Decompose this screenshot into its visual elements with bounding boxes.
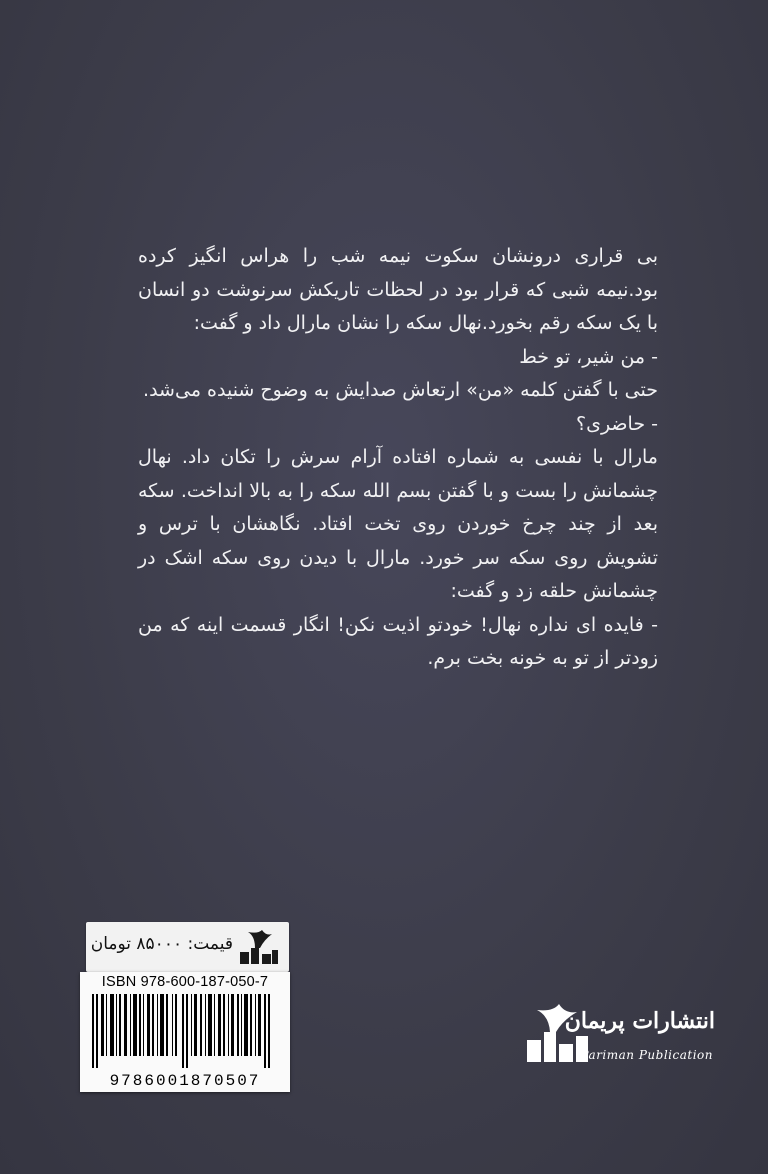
blurb-dialogue: - حاضری؟ <box>575 412 658 435</box>
blurb-dialogue: - من شیر، تو خط <box>519 345 658 368</box>
price-sticker <box>86 922 289 972</box>
publisher-latin-name: Pariman Publication <box>580 1048 713 1062</box>
publisher-logo-icon <box>238 928 280 966</box>
blurb-paragraph: حتی با گفتن کلمه «من» ارتعاش صدایش به وضوح شنیده می‌شد. <box>143 379 658 401</box>
back-cover-blurb <box>138 240 658 676</box>
blurb-paragraph: بی قراری درونشان سکوت نیمه شب را هراس انگیز کرده بود.نیمه شبی که قرار بود در لحظات تاریکش سرنوشت دو انسان با یک سکه رقم بخورد.نهال سکه را نشان مارال داد و گفت: <box>138 245 658 334</box>
blurb-dialogue: - فایده ای نداره نهال! خودتو اذیت نکن! انگار قسمت اینه که من زودتر از تو به خونه بخت برم. <box>138 613 658 669</box>
barcode-label <box>80 972 290 1092</box>
blurb-paragraph: مارال با نفسی به شماره افتاده آرام سرش را تکان داد. نهال چشمانش را بست و با گفتن بسم الله سکه را به بالا انداخت. سکه بعد از چند چرخ خوردن روی تخت افتاد. نگاهشان با ترس و تشویش روی سکه سر خورد. مارال با دیدن روی سکه اشک در چشمانش حلقه زد و گفت: <box>138 446 658 602</box>
barcode-digits: 9786001870507 <box>109 1072 261 1090</box>
isbn-text: ISBN 978-600-187-050-7 <box>101 974 269 990</box>
publisher-name: انتشارات پریمان <box>564 1008 715 1034</box>
price-label: قیمت: ۸۵۰۰۰ تومان <box>90 934 233 954</box>
publisher-branding <box>525 990 715 1086</box>
barcode-icon <box>86 994 284 1068</box>
